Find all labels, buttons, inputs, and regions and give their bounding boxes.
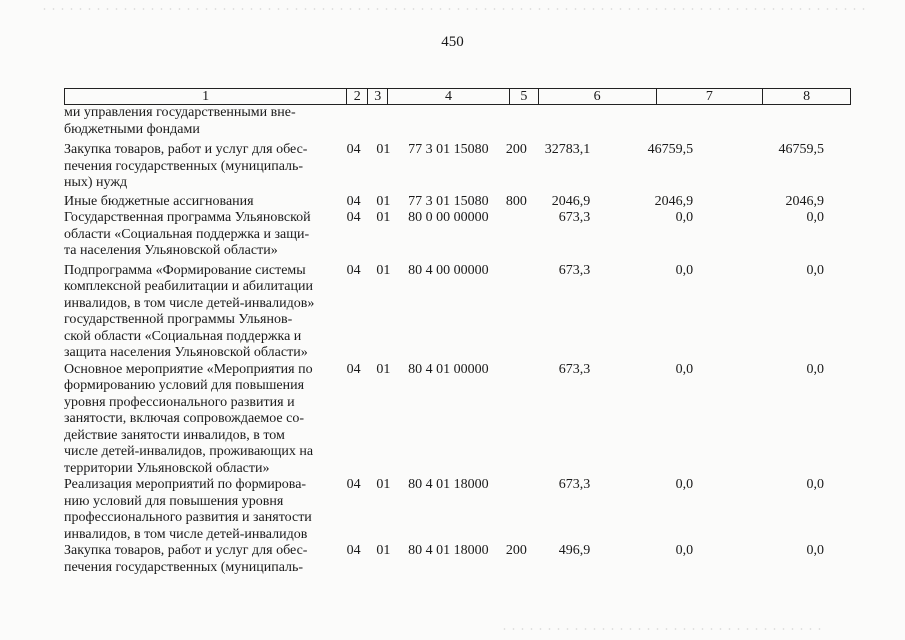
amount-col-8: [748, 105, 851, 138]
amount-col-6: 2046,9: [551, 193, 591, 209]
target-article: [394, 105, 502, 138]
subsection-code: 01: [376, 210, 391, 225]
header-col-8: 8: [803, 89, 811, 104]
description-line: комплексной реабилитации и абилитации: [64, 279, 313, 294]
expense-type: 200: [505, 142, 527, 157]
description-line: инвалидов, в том числе детей-инвалидов»: [64, 295, 315, 311]
target-article: 80 4 01 18000: [408, 477, 489, 492]
row-description: [64, 194, 343, 211]
section-code: 04: [346, 361, 361, 377]
description-line: защита населения Ульяновской области»: [64, 345, 308, 360]
amount-col-7: [625, 105, 748, 138]
description-line: Закупка товаров, работ и услуг для обес-: [64, 142, 308, 157]
description-line: нию условий для повышения уровня: [64, 493, 284, 509]
target-article: 80 4 01 00000: [408, 361, 489, 377]
subsection-code: 01: [376, 193, 391, 209]
description-line: профессионального развития и занятости: [64, 510, 312, 525]
target-article: 80 4 00 00000: [408, 262, 489, 278]
description-line: ных) нужд: [64, 175, 128, 190]
expense-type: [503, 105, 531, 138]
amount-col-6: 496,9: [558, 543, 591, 558]
description-line: Реализация мероприятий по формирова-: [64, 477, 307, 492]
expense-type: 200: [505, 543, 527, 558]
table-row: [64, 105, 851, 138]
description-line: числе детей-инвалидов, проживающих на: [64, 444, 314, 459]
header-col-6: 6: [539, 89, 657, 104]
description-line: печения государственных (муниципаль-: [64, 559, 304, 575]
amount-col-8: 0,0: [806, 262, 824, 278]
description-line: печения государственных (муниципаль-: [64, 158, 304, 174]
header-col-3: 3: [368, 89, 388, 104]
header-col-4: 4: [388, 89, 510, 104]
subsection-code: [374, 105, 392, 138]
scan-artifact-bottom: [500, 628, 825, 630]
description-line: Закупка товаров, работ и услуг для обес-: [64, 543, 308, 558]
table-row: [64, 142, 851, 192]
table-header-row: [64, 88, 851, 105]
amount-col-8: 0,0: [806, 210, 824, 225]
scan-artifact-top: [40, 8, 865, 10]
description-line: Основное мероприятие «Мероприятия по: [64, 361, 313, 377]
description-line: территории Ульяновской области»: [64, 460, 270, 476]
row-description: [64, 105, 343, 138]
expense-type: [503, 263, 531, 362]
table-row: [64, 362, 851, 478]
section-code: [343, 105, 364, 138]
description-line: занятости, включая сопровождаемое со-: [64, 411, 305, 426]
amount-col-8: 0,0: [806, 477, 824, 492]
description-line: Подпрограмма «Формирование системы: [64, 262, 306, 278]
amount-col-8: 46759,5: [778, 142, 824, 157]
amount-col-8: 2046,9: [785, 193, 824, 209]
row-description: [64, 142, 343, 192]
description-line: уровня профессионального развития и: [64, 394, 295, 410]
table-row: [64, 210, 851, 260]
table-row: [64, 194, 851, 211]
target-article: 80 0 00 00000: [408, 210, 489, 225]
amount-col-7: 46759,5: [647, 142, 694, 157]
expense-type: [503, 210, 531, 260]
amount-col-6: 32783,1: [544, 142, 591, 157]
target-article: 77 3 01 15080: [408, 193, 489, 209]
amount-col-6: 673,3: [558, 361, 591, 377]
amount-col-7: 2046,9: [654, 193, 694, 209]
section-code: 04: [346, 210, 361, 225]
amount-col-7: 0,0: [675, 543, 694, 558]
description-line: ской области «Социальная поддержка и: [64, 328, 302, 344]
expense-type: [503, 477, 531, 543]
subsection-code: 01: [376, 361, 391, 377]
description-line: та населения Ульяновской области»: [64, 243, 278, 258]
section-code: 04: [346, 477, 361, 492]
section-code: 04: [346, 543, 361, 558]
description-line: бюджетными фондами: [64, 121, 200, 137]
description-line: государственной программы Ульянов-: [64, 312, 293, 327]
row-description: [64, 477, 343, 543]
expense-type: 800: [505, 193, 527, 209]
table-body: [64, 105, 851, 576]
subsection-code: 01: [376, 543, 391, 558]
subsection-code: 01: [376, 262, 391, 278]
description-line: действие занятости инвалидов, в том: [64, 427, 285, 443]
row-description: [64, 263, 343, 362]
header-col-2: 2: [347, 89, 368, 104]
description-line: ми управления государственными вне-: [64, 105, 296, 120]
expense-type: [503, 362, 531, 478]
description-line: Государственная программа Ульяновской: [64, 210, 311, 225]
amount-col-8: 0,0: [806, 543, 824, 558]
row-description: [64, 543, 343, 576]
table-row: [64, 477, 851, 543]
description-line: Иные бюджетные ассигнования: [64, 193, 254, 209]
amount-col-8: 0,0: [806, 361, 824, 377]
subsection-code: 01: [376, 142, 391, 157]
header-col-5: 5: [510, 89, 539, 104]
description-line: формированию условий для повышения: [64, 378, 305, 393]
section-code: 04: [346, 262, 361, 278]
amount-col-7: 0,0: [675, 210, 694, 225]
amount-col-6: 673,3: [558, 262, 591, 278]
section-code: 04: [346, 193, 361, 209]
subsection-code: 01: [376, 477, 391, 492]
table-row: [64, 263, 851, 362]
description-line: инвалидов, в том числе детей-инвалидов: [64, 526, 308, 542]
page-number: 450: [441, 34, 464, 50]
amount-col-6: [530, 105, 625, 138]
header-col-7: 7: [657, 89, 764, 104]
header-col-1: 1: [65, 89, 347, 104]
description-line: области «Социальная поддержка и защи-: [64, 226, 310, 242]
section-code: 04: [346, 142, 361, 157]
amount-col-7: 0,0: [675, 361, 694, 377]
target-article: 77 3 01 15080: [408, 142, 489, 157]
target-article: 80 4 01 18000: [408, 543, 489, 558]
amount-col-6: 673,3: [558, 210, 591, 225]
amount-col-6: 673,3: [558, 477, 591, 492]
amount-col-7: 0,0: [675, 477, 694, 492]
table-row: [64, 543, 851, 576]
row-description: [64, 210, 343, 260]
row-description: [64, 362, 343, 478]
amount-col-7: 0,0: [675, 262, 694, 278]
